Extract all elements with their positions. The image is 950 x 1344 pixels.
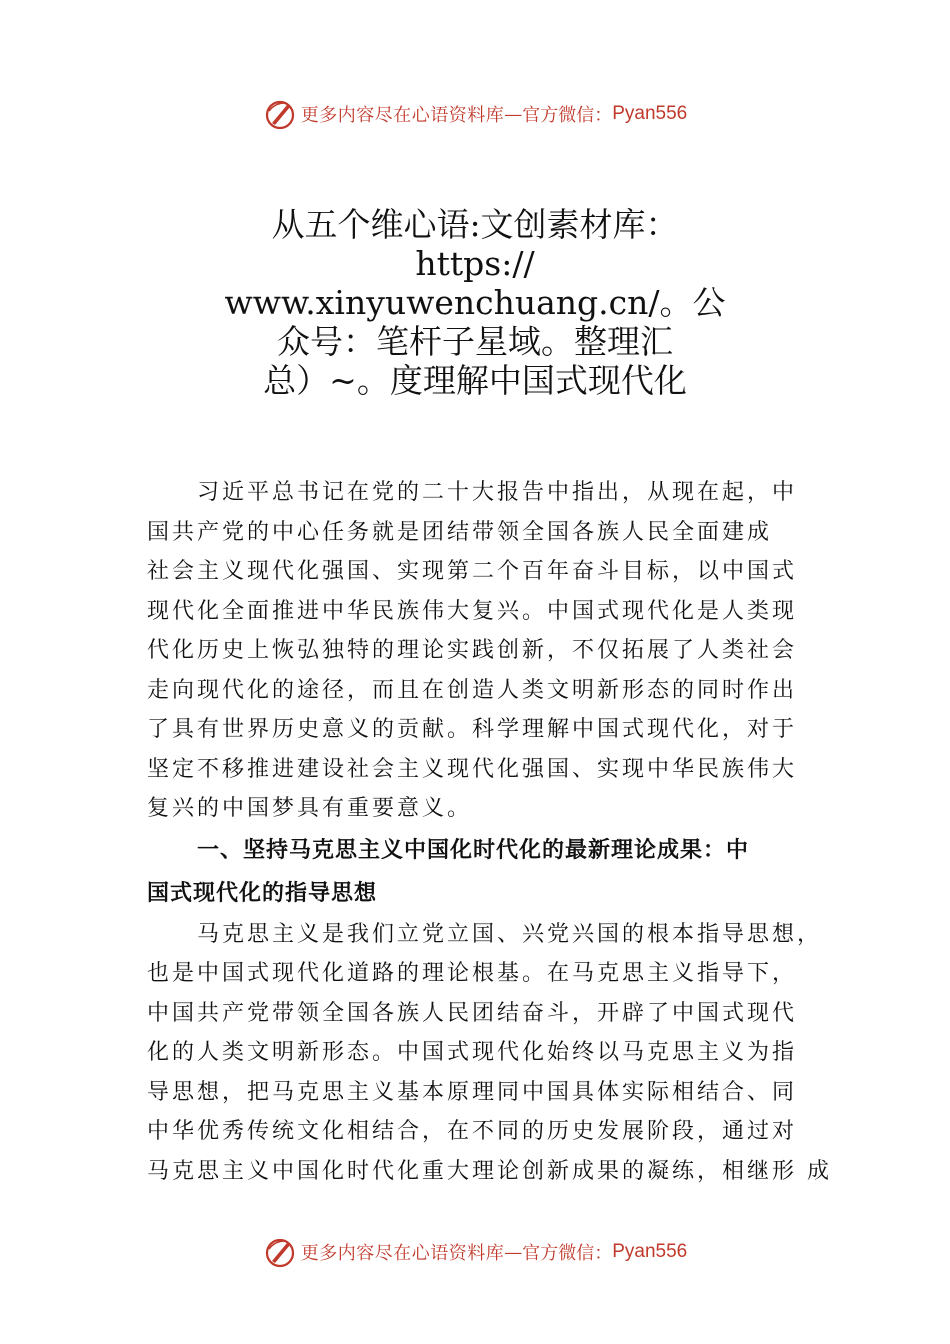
text-line: 走向现代化的途径，而且在创造人类文明新形态的同时作出: [147, 677, 798, 703]
logo-icon: [263, 1235, 297, 1269]
banner-separator: —: [504, 103, 523, 125]
banner-wechat-label: 官方微信：: [522, 105, 613, 126]
text-line: 了具有世界历史意义的贡献。科学理解中国式现代化，对于: [147, 717, 798, 742]
title-line: 众号：笔杆子星域。整理汇: [277, 322, 673, 361]
text-line: 马克思主义中国化时代化重大理论创新成果的凝练，相继形 成: [147, 1158, 832, 1184]
text-line: 坚定不移推进建设社会主义现代化强国、实现中华民族伟大: [147, 756, 798, 782]
text-line: 社会主义现代化强国、实现第二个百年奋斗目标，以中国式: [147, 559, 798, 584]
document-body: [147, 473, 837, 1191]
banner-wechat-label: 官方微信：: [522, 1243, 613, 1264]
text-line: 习近平总书记在党的二十大报告中指出，从现在起，中: [197, 480, 798, 505]
text-line: 导思想，把马克思主义基本原理同中国具体实际相结合、同: [147, 1079, 798, 1105]
text-line: 代化历史上恢弘独特的理论实践创新，不仅拓展了人类社会: [147, 638, 798, 663]
title-line: www.xinyuwenchuang.cn/。公: [224, 283, 726, 322]
logo-icon: [263, 97, 297, 131]
text-line: 中华优秀传统文化相结合，在不同的历史发展阶段，通过对: [147, 1119, 798, 1144]
banner-wechat-id: Pyan556: [612, 103, 688, 124]
top-watermark-banner: [0, 94, 950, 134]
heading-line: 一、坚持马克思主义中国化时代化的最新理论成果：中: [197, 837, 750, 863]
paragraph-2: [147, 915, 837, 1192]
text-line: 国共产党的中心任务就是团结带领全国各族人民全面建成: [147, 519, 773, 545]
banner-separator: —: [504, 1241, 523, 1263]
text-line: 马克思主义是我们立党立国、兴党兴国的根本指导思想，: [197, 921, 823, 947]
document-title: [200, 205, 750, 400]
banner-wechat-id: Pyan556: [612, 1241, 688, 1262]
text-line: 化的人类文明新形态。中国式现代化始终以马克思主义为指: [147, 1040, 798, 1065]
paragraph-1: [147, 473, 837, 829]
banner-text: 更多内容尽在心语资料库: [300, 105, 505, 126]
title-line: 总）~。度理解中国式现代化: [263, 361, 687, 400]
section-heading-1: [147, 829, 837, 915]
text-line: 也是中国式现代化道路的理论根基。在马克思主义指导下，: [147, 961, 798, 986]
text-line: 复兴的中国梦具有重要意义。: [147, 796, 473, 821]
bottom-watermark-banner: [0, 1232, 950, 1272]
title-line: https://: [415, 244, 535, 283]
text-line: 现代化全面推进中华民族伟大复兴。中国式现代化是人类现: [147, 598, 798, 624]
title-line: 从五个维心语:文创素材库：: [271, 205, 679, 244]
banner-text: 更多内容尽在心语资料库: [300, 1243, 505, 1264]
heading-line: 国式现代化的指导思想: [147, 880, 378, 906]
text-line: 中国共产党带领全国各族人民团结奋斗，开辟了中国式现代: [147, 1000, 798, 1026]
